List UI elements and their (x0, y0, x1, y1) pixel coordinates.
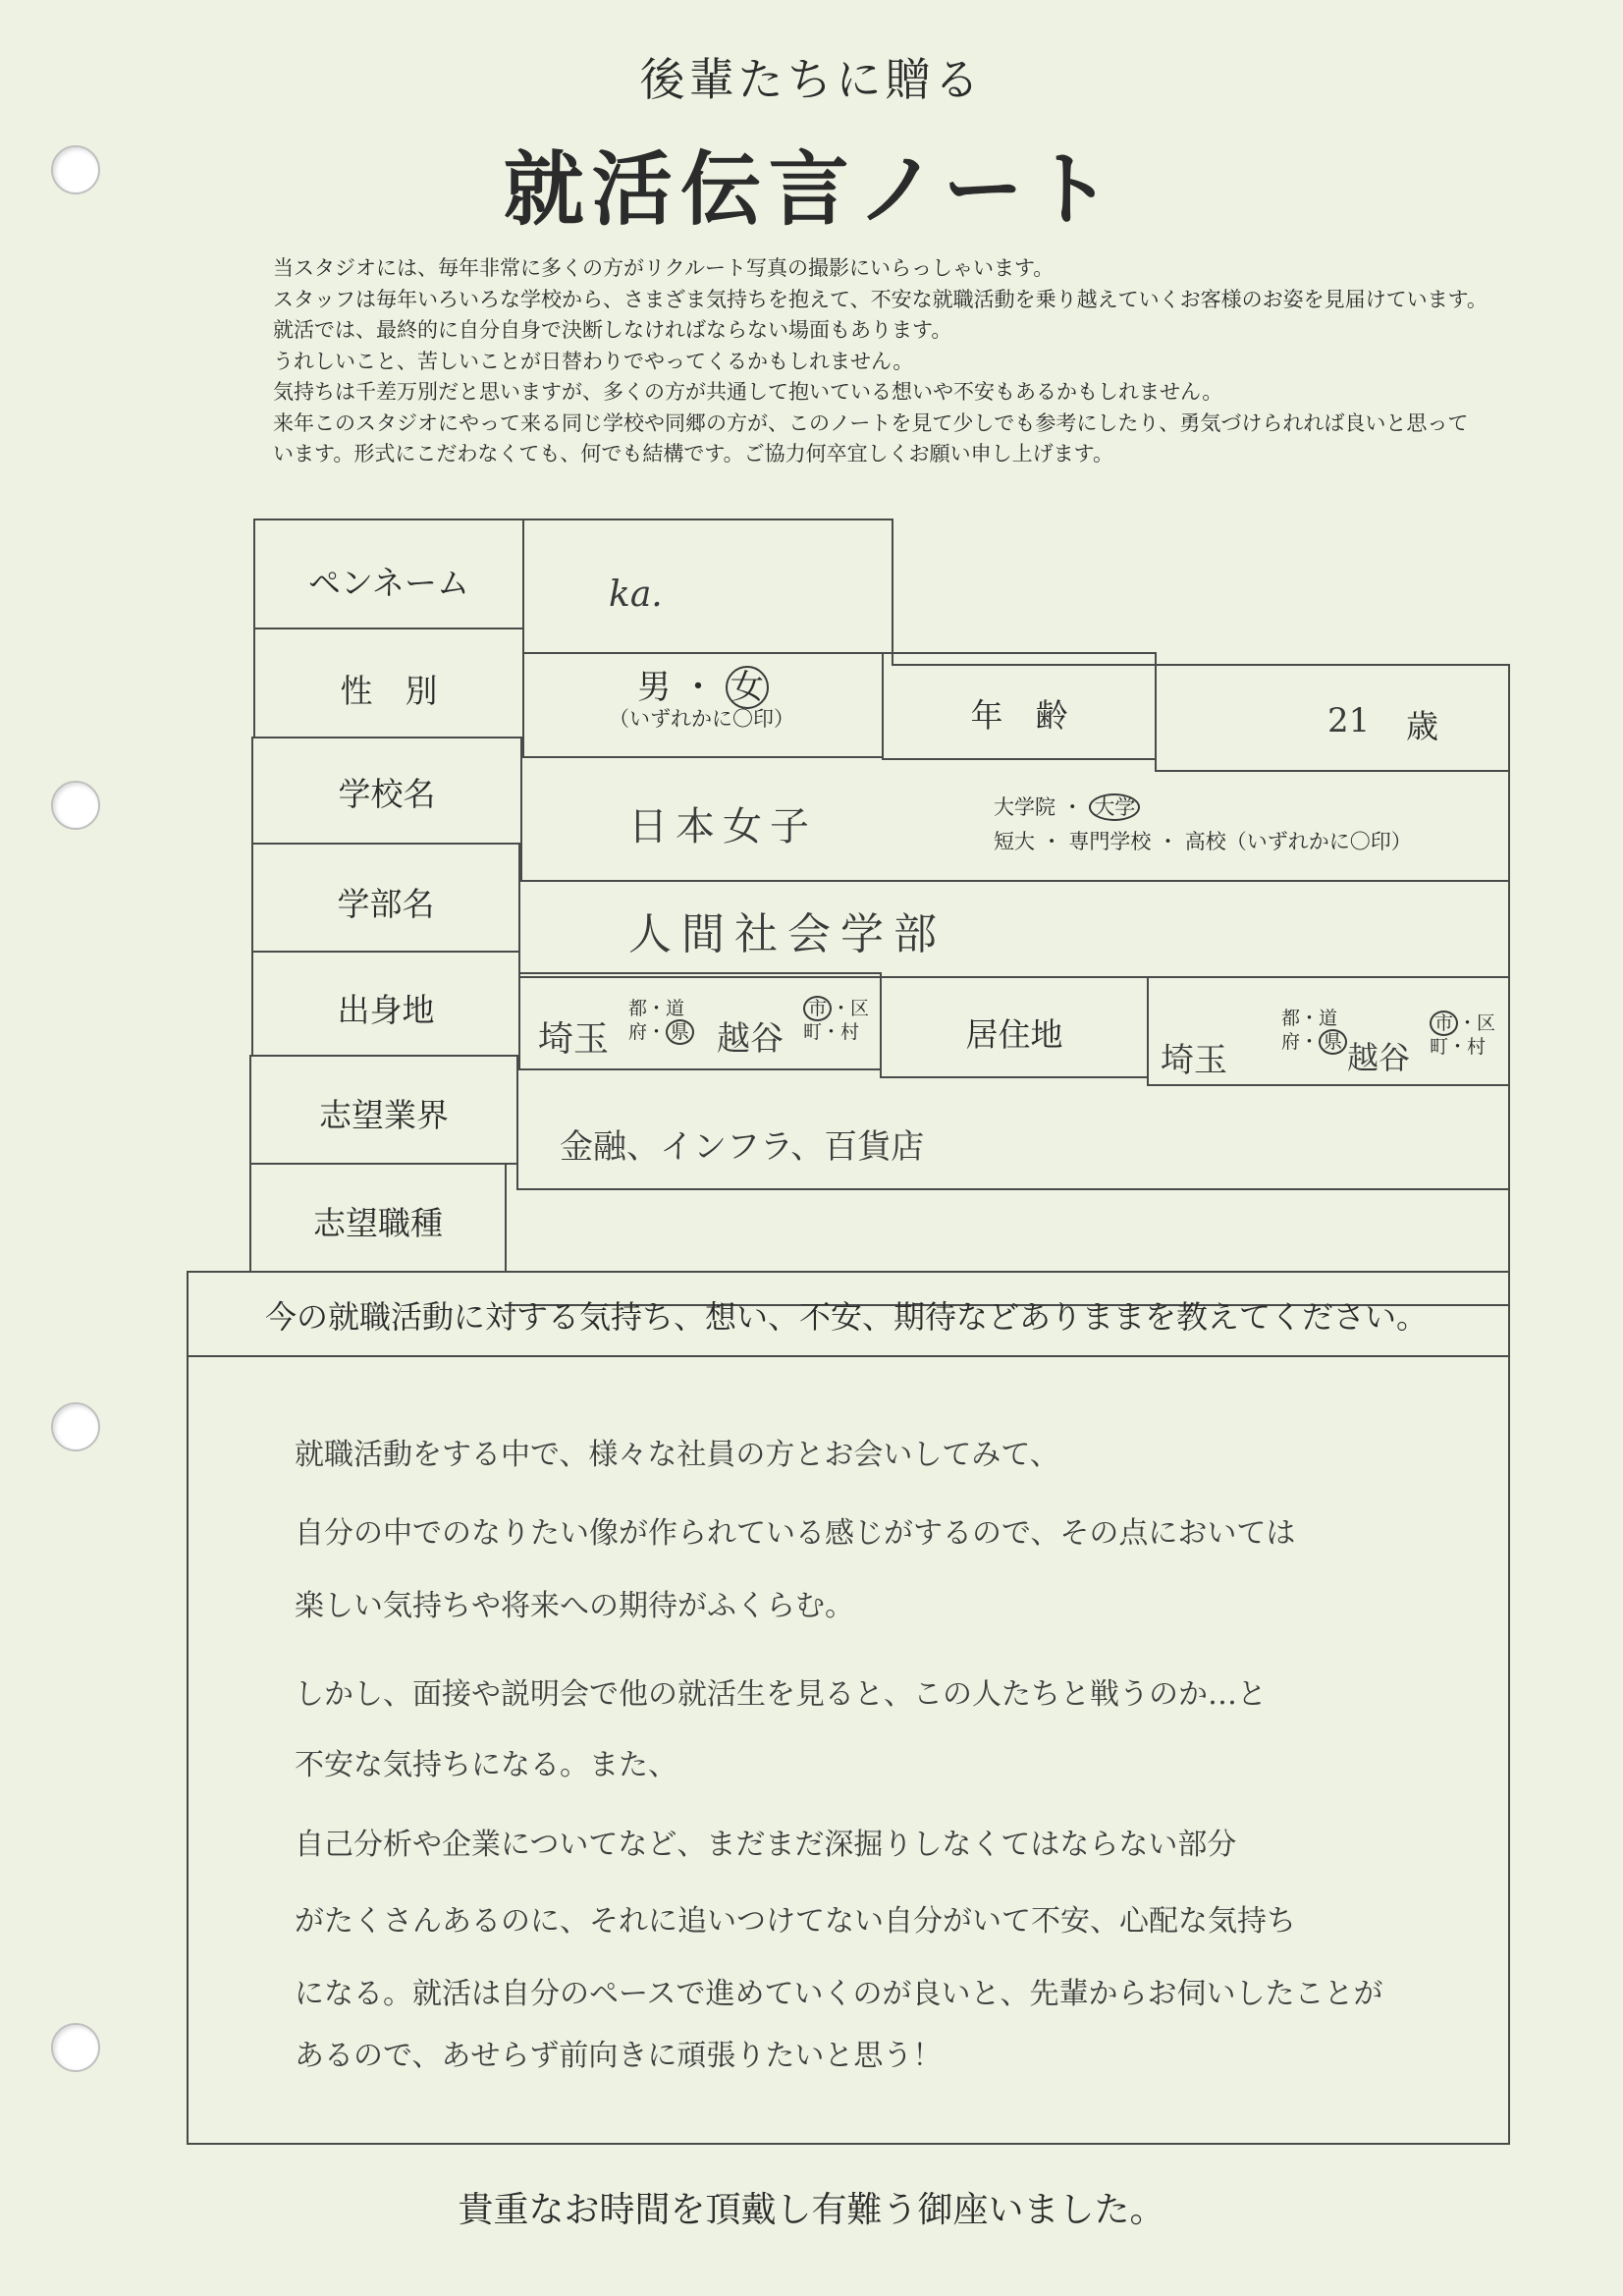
residence-city: 越谷 (1347, 1039, 1411, 1076)
school-type-university-circled: 大学 (1089, 793, 1140, 821)
pen-name-extra-cell (892, 519, 1510, 666)
school-type-graduate: 大学院 (994, 795, 1055, 819)
answer-line: 不安な気持ちになる。また、 (295, 1748, 677, 1782)
prefecture-ken-circled: 県 (1319, 1029, 1347, 1055)
gender-separator: ・ (681, 668, 715, 707)
faculty-value: 人間社会学部 (628, 909, 947, 959)
gender-male-option: 男 (637, 668, 672, 707)
intro-line: 当スタジオには、毎年非常に多くの方がリクルート写真の撮影にいらっしゃいます。 (273, 256, 1055, 280)
faculty-label: 学部名 (337, 885, 435, 923)
answer-line: 楽しい気持ちや将来への期待がふくらむ。 (295, 1589, 854, 1623)
answer-line: 自分の中でのなりたい像が作られている感じがするので、その点においては (295, 1516, 1296, 1551)
gender-label: 性 別 (340, 672, 438, 710)
intro-text (273, 253, 1608, 470)
prefecture-ken-circled: 県 (666, 1019, 694, 1045)
answer-line: 自己分析や企業についてなど、まだまだ深掘りしなくてはならない部分 (295, 1828, 1237, 1862)
punch-hole-lower-middle (51, 1402, 100, 1451)
pen-name-value-cell (522, 519, 893, 654)
answer-line: になる。就活は自分のペースで進めていくのが良いと、先輩からお伺いしたことが (295, 1977, 1383, 2011)
prefecture-suffix-bottom: 府・ 県 (1281, 1030, 1347, 1054)
page-title: 就活伝言ノート (503, 143, 1120, 237)
origin-city-suffix (803, 997, 869, 1044)
pen-name-value: ka. (609, 574, 663, 615)
school-type-separator: ・ (1061, 795, 1083, 819)
footer-thanks: 貴重なお時間を頂戴し有難う御座いました。 (458, 2190, 1165, 2230)
city-suffix-bottom: 町・村 (803, 1021, 860, 1043)
school-type-line1 (994, 795, 1140, 820)
industry-value: 金融、インフラ、百貨店 (560, 1127, 925, 1167)
city-shi-circled: 市 (803, 996, 832, 1021)
gender-options (522, 660, 884, 708)
residence-prefecture-suffix (1281, 1007, 1347, 1054)
answer-line: がたくさんあるのに、それに追いつけてない自分がいて不安、心配な気持ち (295, 1904, 1296, 1939)
question-divider (187, 1355, 1510, 1357)
residence-prefecture: 埼玉 (1161, 1041, 1227, 1080)
intro-line: 来年このスタジオにやって来る同じ学校や同郷の方が、このノートを見て少しでも参考にしたり、勇気づけられれば良いと思って (273, 410, 1469, 435)
school-value: 日本女子 (628, 804, 817, 849)
intro-line: スタッフは毎年いろいろな学校から、さまざま気持ちを抱えて、不安な就職活動を乗り越えていくお客様のお姿を見届けています。 (273, 287, 1488, 311)
city-suffix-top: 市 ・区 (803, 997, 869, 1020)
prefecture-suffix-top: 都・道 (1281, 1008, 1338, 1029)
residence-city-suffix (1430, 1011, 1495, 1059)
punch-hole-bottom (51, 2023, 100, 2072)
pen-name-label: ペンネーム (307, 564, 469, 602)
origin-city: 越谷 (717, 1019, 784, 1059)
punch-hole-upper-middle (51, 781, 100, 830)
intro-line: います。形式にこだわなくても、何でも結構です。ご協力何卒宜しくお願い申し上げます。 (273, 442, 1113, 465)
prefecture-suffix-bottom: 府・ 県 (628, 1020, 694, 1044)
prefecture-suffix-top: 都・道 (628, 998, 685, 1019)
age-value: 21 (1327, 701, 1371, 740)
origin-prefecture: 埼玉 (538, 1019, 610, 1060)
school-type-line2: 短大 ・ 専門学校 ・ 高校（いずれかに〇印） (994, 830, 1412, 853)
intro-line: 気持ちは千差万別だと思いますが、多くの方が共通して抱いている想いや不安もあるかもしれません。 (273, 380, 1223, 404)
origin-prefecture-suffix (628, 997, 694, 1044)
city-suffix-top: 市 ・区 (1430, 1011, 1495, 1035)
age-unit: 歳 (1406, 707, 1438, 745)
intro-line: うれしいこと、苦しいことが日替わりでやってくるかもしれません。 (273, 349, 914, 373)
answer-line: あるので、あせらず前向きに頑張りたいと思う！ (295, 2039, 943, 2073)
gender-note: （いずれかに〇印） (609, 707, 794, 731)
free-text-question: 今の就職活動に対する気持ち、想い、不安、期待などありままを教えてください。 (265, 1298, 1429, 1336)
origin-label: 出身地 (337, 991, 435, 1029)
industry-label: 志望業界 (319, 1096, 449, 1134)
city-suffix-bottom: 町・村 (1430, 1036, 1487, 1058)
intro-line: 就活では、最終的に自分自身で決断しなければならない場面もあります。 (273, 318, 952, 342)
subtitle: 後輩たちに贈る (639, 53, 984, 106)
answer-line: しかし、面接や説明会で他の就活生を見ると、この人たちと戦うのか…と (295, 1677, 1267, 1712)
gender-female-option-circled: 女 (726, 666, 769, 709)
city-shi-circled: 市 (1430, 1011, 1458, 1036)
school-label: 学校名 (338, 775, 436, 813)
job-label: 志望職種 (313, 1204, 443, 1242)
residence-label: 居住地 (965, 1015, 1063, 1054)
answer-line: 就職活動をする中で、様々な社員の方とお会いしてみて、 (295, 1438, 1059, 1472)
age-label: 年 齢 (970, 696, 1068, 735)
